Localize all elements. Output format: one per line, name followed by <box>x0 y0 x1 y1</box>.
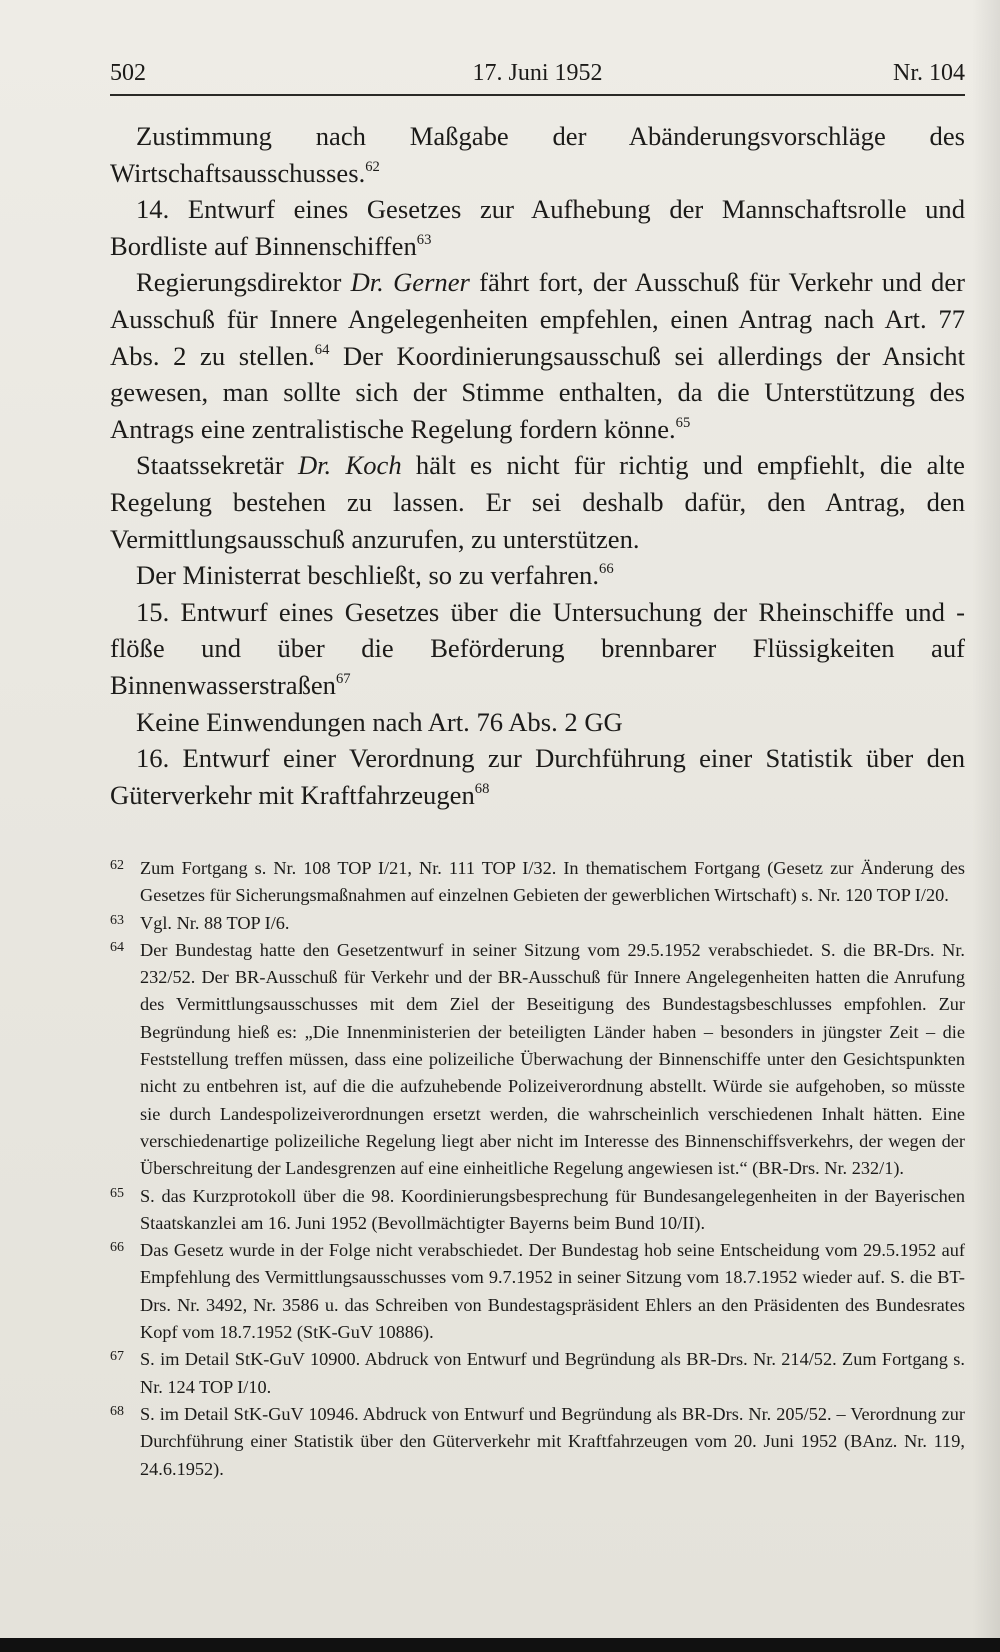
speaker-name-koch: Koch <box>345 450 402 481</box>
footnote-number: 64 <box>110 939 124 955</box>
footnote-68 <box>110 1401 965 1483</box>
footnote-number: 66 <box>110 1240 124 1256</box>
footnote-number: 67 <box>110 1349 124 1365</box>
footnote-ref-66[interactable]: 66 <box>599 561 614 578</box>
footnotes <box>110 855 965 1483</box>
header-date: 17. Juni 1952 <box>472 60 603 86</box>
main-text <box>110 118 965 813</box>
footnote-ref-68[interactable]: 68 <box>474 780 490 797</box>
speaker-name-gerner: Gerner <box>393 267 470 298</box>
footnote-ref-64[interactable]: 64 <box>314 341 330 358</box>
footnote-ref-63[interactable]: 63 <box>416 231 432 248</box>
scan-bottom-edge <box>0 1638 1000 1652</box>
footnote-ref-67[interactable]: 67 <box>335 670 351 687</box>
agenda-item-15: 15. Entwurf eines Gesetzes über die Untersuchung der Rheinschiffe und -flöße und über die Beförderung brennbarer Flüssigkeiten auf Binnenwasserstraßen$^{67}$ <box>110 596 965 700</box>
footnote-67 <box>110 1346 965 1401</box>
paragraph-gerner: Regierungsdirektor Dr. Gerner fährt fort, der Ausschuß für Verkehr und der Ausschuß für Innere Angelegenheiten empfehlen, einen Antrag nach Art. 77 Abs. 2 zu stellen.$^{64}$ Der Koordinierungsausschuß sei allerdings der Ansicht gewesen, man sollte sich der Stimme enthalten, da die Unterstützung des Antrags eine zentralistische Regelung fordern könne.$^{65}$ <box>110 267 965 444</box>
footnote-text: Vgl. Nr. 88 TOP I/6. <box>140 912 290 933</box>
speaker-title: Dr. <box>350 267 384 298</box>
footnote-ref-62[interactable]: 62 <box>365 158 380 175</box>
agenda-item-16: 16. Entwurf einer Verordnung zur Durchführung einer Statistik über den Güterverkehr mit Kraftfahrzeugen$^{68}$ <box>110 743 965 810</box>
page-gutter-shadow <box>972 0 1000 1652</box>
speaker-title: Dr. <box>297 450 332 481</box>
footnote-text: S. im Detail StK-GuV 10946. Abdruck von Entwurf und Begründung als BR-Drs. Nr. 205/52. – Verordnung zur Durchführung einer Statistik über den Güterverkehr mit Kraftfahrzeugen vom 20. Juni 1952 (BAnz. Nr. 119, 24.6.1952). <box>140 1403 965 1479</box>
footnote-text: Das Gesetz wurde in der Folge nicht verabschiedet. Der Bundestag hob seine Entscheidung vom 29.5.1952 auf Empfehlung des Vermittlungsausschusses vom 9.7.1952 in seiner Sitzung vom 18.7.1952 wieder auf. S. die BT-Drs. Nr. 3492, Nr. 3586 u. das Schreiben von Bundestagspräsident Ehlers an den Präsidenten des Bundesrates Kopf vom 18.7.1952 (StK-GuV 10886). <box>140 1240 965 1343</box>
footnote-63 <box>110 910 965 937</box>
footnote-text: S. das Kurzprotokoll über die 98. Koordinierungsbesprechung für Bundesangelegenheiten in der Bayerischen Staatskanzlei am 16. Juni 1952 (Bevollmächtigter Bayerns beim Bund 10/II). <box>140 1185 965 1233</box>
footnote-text: S. im Detail StK-GuV 10900. Abdruck von Entwurf und Begründung als BR-Drs. Nr. 214/52. Zum Fortgang s. Nr. 124 TOP I/10. <box>140 1349 965 1397</box>
footnote-number: 65 <box>110 1185 124 1201</box>
page-number: 502 <box>110 60 146 86</box>
footnote-62 <box>110 855 965 910</box>
footnote-number: 63 <box>110 912 124 928</box>
paragraph-approval: Zustimmung nach Maßgabe der Abänderungsvorschläge des Wirtschaftsausschusses.$^{62}$ <box>110 121 965 188</box>
paragraph-decision: Der Ministerrat beschließt, so zu verfahren.$^{66}$ <box>136 560 614 591</box>
footnote-66 <box>110 1237 965 1346</box>
footnote-64 <box>110 937 965 1183</box>
header-issue-number: Nr. 104 <box>893 60 965 86</box>
footnote-number: 68 <box>110 1403 124 1419</box>
footnote-number: 62 <box>110 858 124 873</box>
paragraph-koch: Staatssekretär Dr. Koch hält es nicht für richtig und empfiehlt, die alte Regelung bestehen zu lassen. Er sei deshalb dafür, den Antrag, den Vermittlungsausschuß anzurufen, zu unterstützen. <box>110 450 965 554</box>
footnote-ref-65[interactable]: 65 <box>675 414 691 431</box>
footnote-text: Der Bundestag hatte den Gesetzentwurf in seiner Sitzung vom 29.5.1952 verabschiedet. S. die BR-Drs. Nr. 232/52. Der BR-Ausschuß für Verkehr und der BR-Ausschuß für Innere Angelegenheiten hatten die Anrufung des Vermittlungsausschusses mit dem Ziel der Beseitigung des Bundestagsbeschlusses empfohlen. Zur Begründung hieß es: „Die Innenministerien der beteiligten Länder haben – besonders in jüngster Zeit – die Feststellung treffen müssen, dass eine polizeiliche Überwachung der Binnenschiffe unter den Gesichtspunkten nicht zu entbehren ist, auf die die aufzuhebende Polizeiverordnung abstellt. Würde sie aufgehoben, so müsste sie durch Landespolizeiverordnungen ersetzt werden, die wahrscheinlich verschiedenen Inhalt hätten. Eine verschiedenartige polizeiliche Regelung liegt aber nicht im Interesse des Binnenschiffsverkehrs, der wegen der Überschreitung der Landesgrenzen auf eine einheitliche Regelung angewiesen ist.“ (BR-Drs. Nr. 232/1). <box>140 939 965 1179</box>
running-header <box>110 56 965 96</box>
footnote-65 <box>110 1183 965 1238</box>
footnote-text: Zum Fortgang s. Nr. 108 TOP I/21, Nr. 111 TOP I/32. In thematischem Fortgang (Gesetz zur Änderung des Gesetzes für Sicherungsmaßnahmen auf einzelnen Gebieten der gewerblichen Wirtschaft) s. Nr. 120 TOP I/20. <box>140 858 965 906</box>
agenda-item-14: 14. Entwurf eines Gesetzes zur Aufhebung der Mannschaftsrolle und Bordliste auf Binnenschiffen$^{63}$ <box>110 194 965 261</box>
paragraph-no-objections: Keine Einwendungen nach Art. 76 Abs. 2 GG <box>136 706 623 737</box>
header-rule <box>110 94 965 96</box>
